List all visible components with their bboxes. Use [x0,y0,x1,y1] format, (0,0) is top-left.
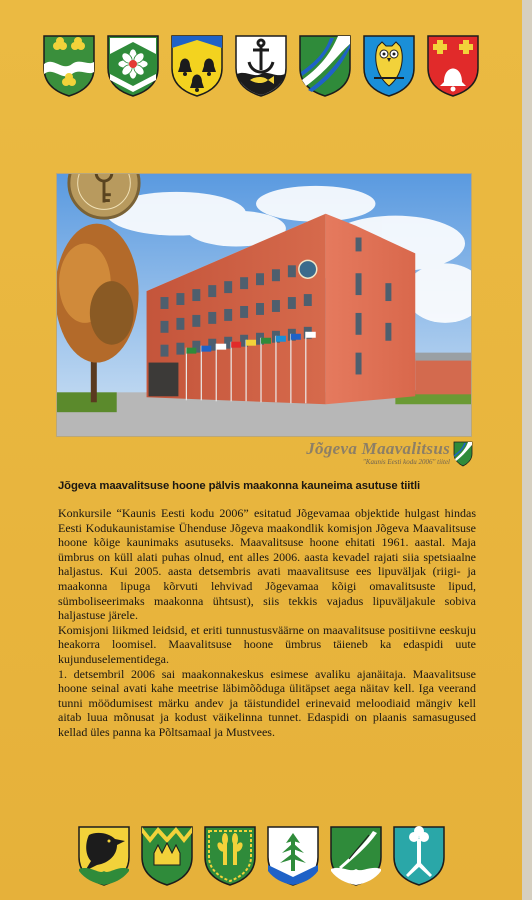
article-headline: Jõgeva maavalitsuse hoone pälvis maakonna kauneima asutuse tiitli [58,480,421,492]
brand-name: Jõgeva Maavalitsus [306,439,450,458]
article-paragraph: Komisjoni liikmed leidsid, et eriti tunnustusväärne on maavalitsuse positiivne eeskuju heakorra loomisel. Maavalitsuse hoone ümbrus täieneb ka edaspidi uute kujunduselementidega. [58,622,476,666]
anchor-fish-crest-icon [234,34,288,98]
wheat-crest-icon [203,825,257,887]
clover-root-crest-icon [392,825,446,887]
article-paragraph: 1. detsembril 2006 sai maakonnakeskus esimese avaliku ajanäitaja. Maavalitsuse hoone seinal avati kahe meetrise läbimõõduga ülitäpset aega näitav kell. Iga veerand tunni möödumisest märku andev ja täistundidel erinevaid meloodiaid mängiv kell aitab luua mõnusat ja kodust väikelinna tunnet. Edaspidi on plaanis samasugused kellad üles panna ka Põltsamaal ja Mustvees. [58,666,476,739]
bell-crosses-crest-icon [426,34,480,98]
key-seal-icon [65,173,143,222]
building-photo [56,173,472,437]
top-crest-row [0,34,522,98]
owl-crest-icon [362,34,416,98]
article [58,480,476,740]
waves-crest-icon [298,34,352,98]
bells-crest-icon [170,34,224,98]
flower-crest-icon [106,34,160,98]
bird-crest-icon [77,825,131,887]
tree-crest-icon [266,825,320,887]
brand-block [290,440,450,467]
article-paragraph: Konkursile “Kaunis Eesti kodu 2006” esitatud Jõgevamaa objektide hulgast hindas Eesti Kodukaunistamise Ühenduse Jõgeva maakondlik komisjon Jõgeva Maavalitsuse hoone kõige kaunimaks asutuseks. Maavalitsuse hoone ehitati 1961. aastal. Maja ümbrus on küll alati puhas olnud, ent alles 2006. aasta kevadel rajati siia spetsiaalne haljastus. Kui 2005. aasta detsembris avati maavalitsuse ees lipuväljak (riigi- ja maakonna lipuga kõrvuti lehvivad Jõgevamaa kõigi omavalitsuste lipud, sümboliseerimaks maakonna ühtsust), siis tekkis vajadus lipuväljakule sobiva haljastuse järele. [58,506,476,623]
brand-subtitle: "Kaunis Eesti kodu 2006" tiitel [362,458,450,466]
county-crest-icon [453,441,473,467]
bottom-crest-row [0,825,522,887]
crown-crest-icon [140,825,194,887]
clover-wave-crest-icon [42,34,96,98]
quill-crest-icon [329,825,383,887]
